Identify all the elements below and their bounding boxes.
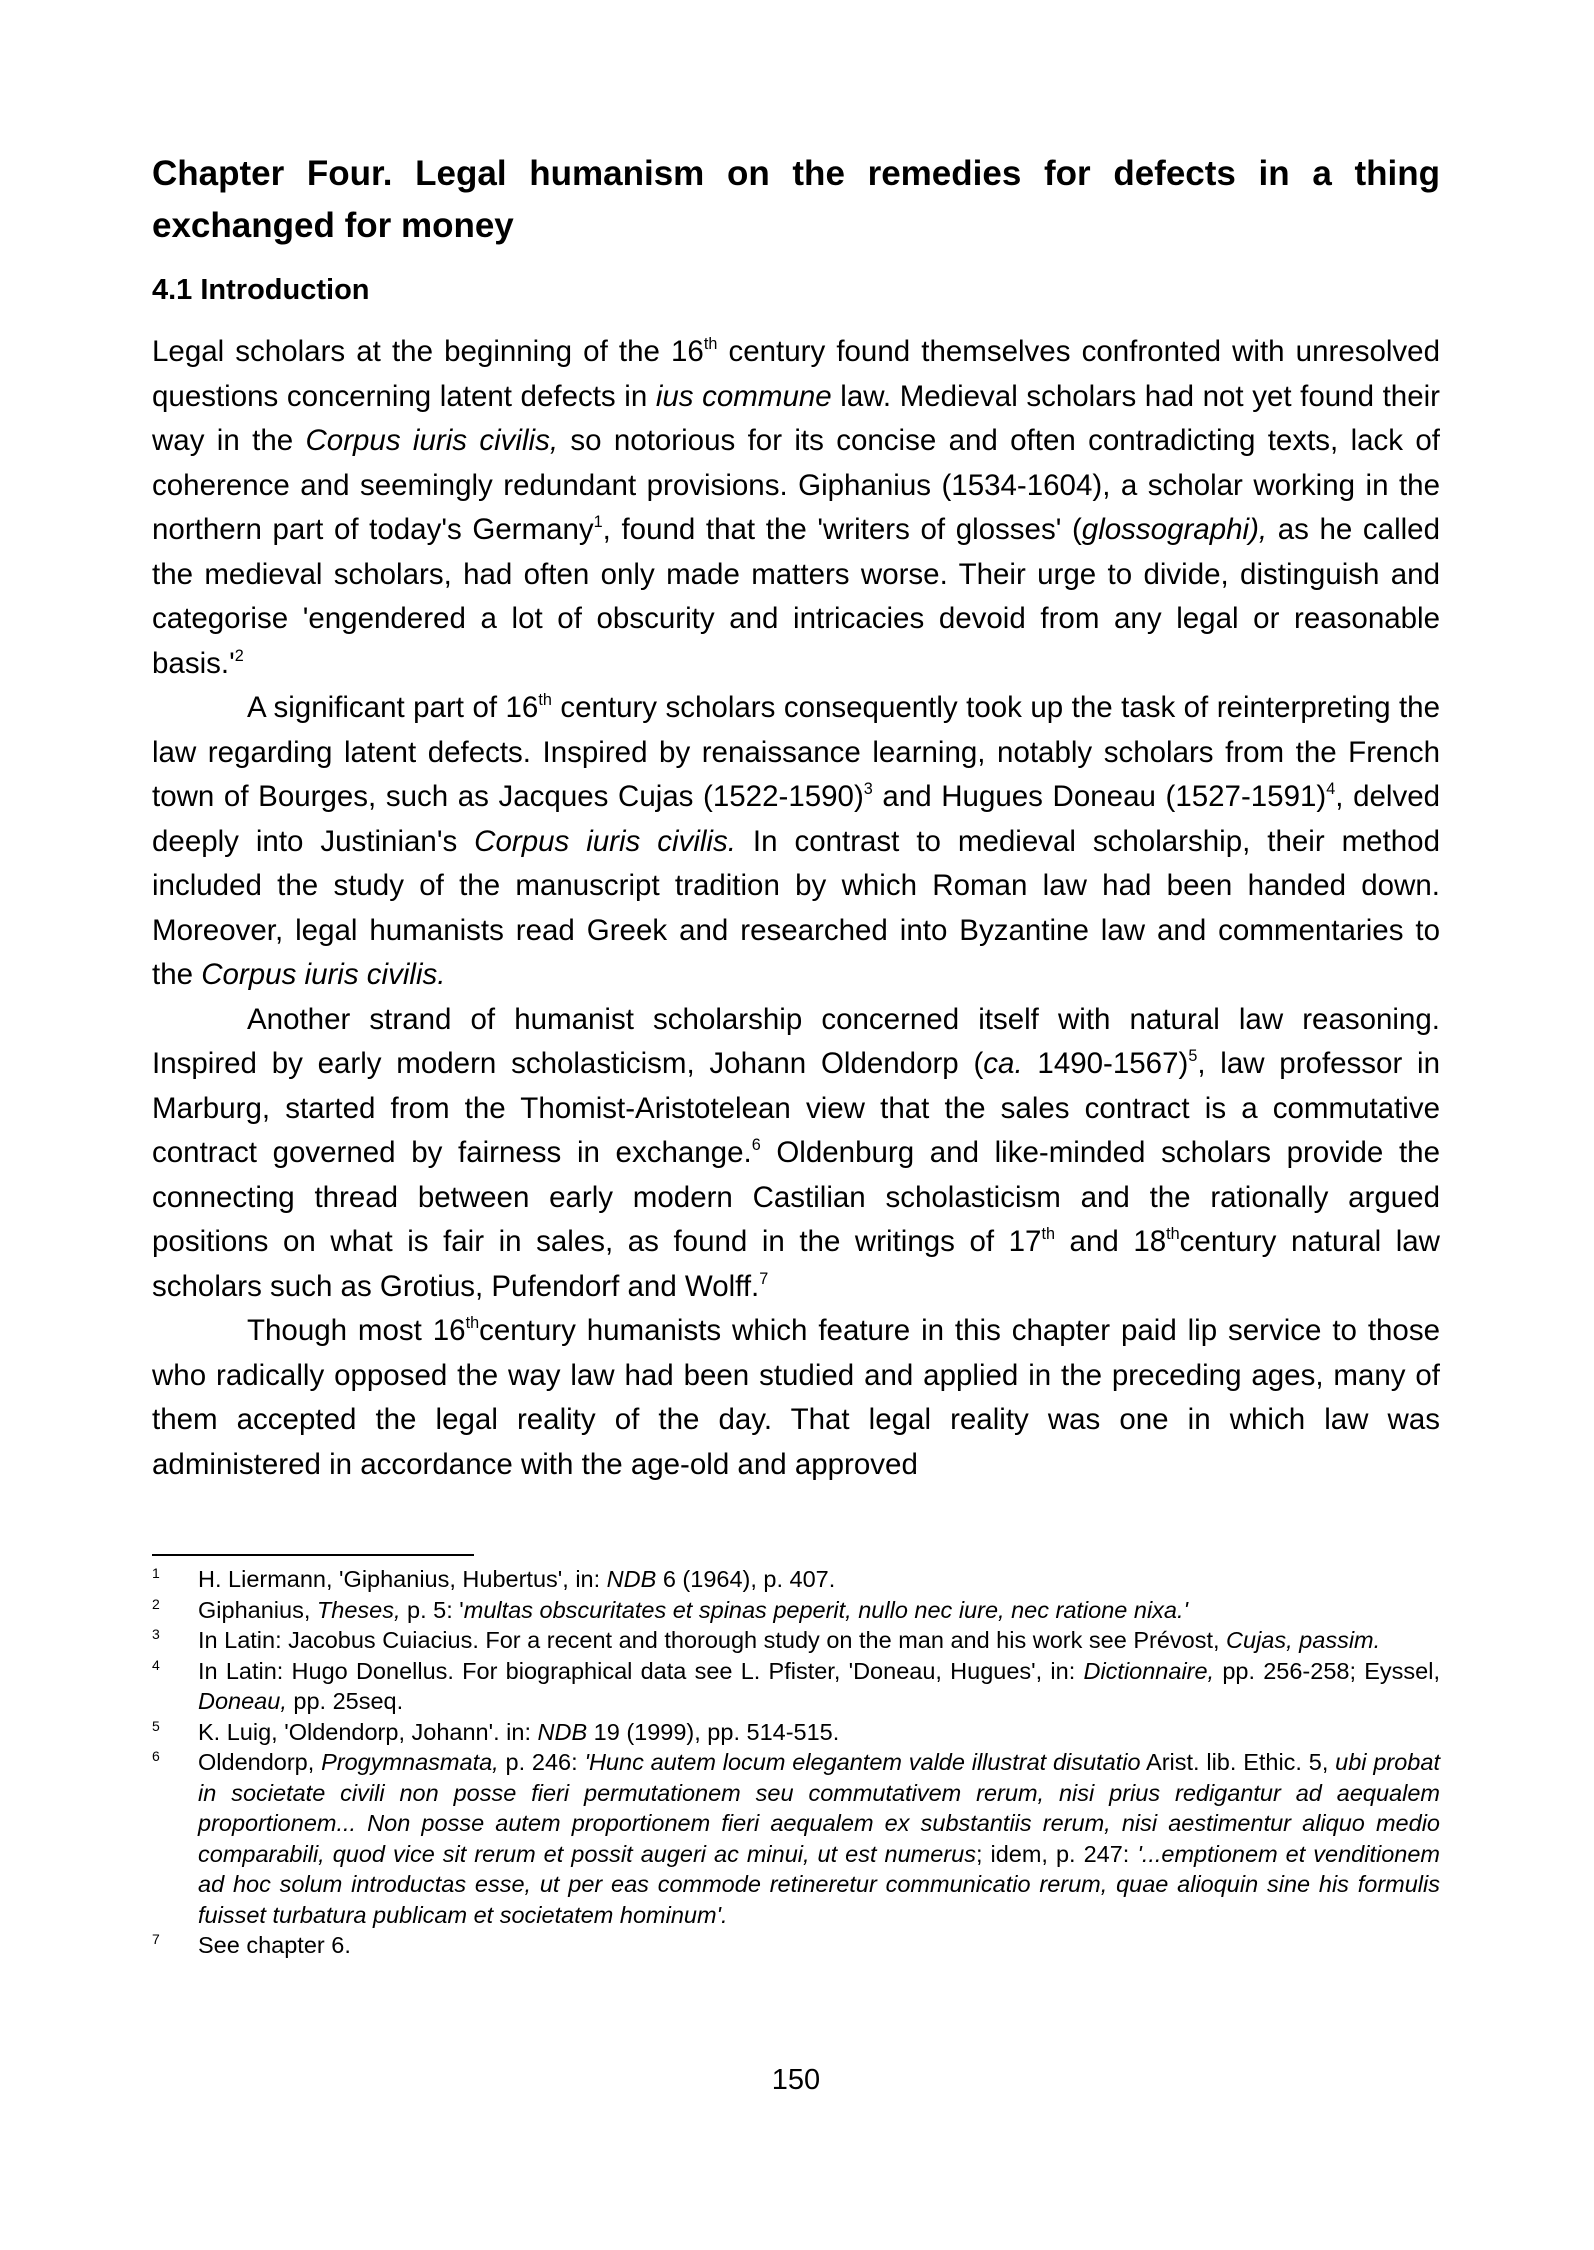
- text-run: century humanists which feature in this chapter paid lip service to those who radically opposed the way law had been studied and applied in the preceding ages, many of them accepted the legal reality of the day. That legal reality was one in which law was administered in accordance with the age-old and approved: [152, 1314, 1440, 1481]
- text-run: In contrast to medieval scholarship, their method included the study of the manuscript tradition by which Roman law had been handed down. Moreover, legal humanists read Greek and researched into Byzantine law and commentaries to the: [152, 824, 1440, 991]
- text-run: so notorious for its concise and often contradicting texts, lack of coherence and seemingly redundant provisions. Giphanius (1534-1604), a scholar working in the northern part of today's Germany: [152, 424, 1440, 546]
- page-number: 150: [771, 2064, 821, 2096]
- footnote-number: 2: [152, 1595, 160, 1612]
- footnotes: [152, 1564, 1440, 1961]
- text-run: Giphanius,: [198, 1596, 317, 1623]
- chapter-title: Chapter Four. Legal humanism on the remedies for defects in a thing exchanged for money: [152, 154, 1440, 245]
- paragraph: [152, 998, 1440, 1310]
- italic-text: 'Hunc autem locum elegantem valde illustrat disutatio: [584, 1749, 1141, 1775]
- text-run: A significant part of 16: [247, 691, 539, 724]
- footnote-number: 5: [152, 1717, 160, 1734]
- text-run: century scholars consequently took up the task of reinterpreting the law regarding latent defects. Inspired by renaissance learning, notably scholars from the French town of Bourges, such as Jacques Cujas (1522-1590): [152, 691, 1440, 813]
- italic-text: Corpus iuris civilis.: [474, 824, 736, 858]
- body-text: [152, 330, 1440, 1487]
- footnote-number: 6: [152, 1748, 160, 1764]
- text-run: See chapter 6.: [198, 1932, 351, 1958]
- paragraph: [152, 1309, 1440, 1487]
- footnote-reference: 2: [234, 646, 244, 665]
- text-run: pp. 256-258; Eyssel,: [1214, 1657, 1440, 1684]
- text-run: , law professor in Marburg, started from the Thomist-Aristotelean view that the sales contract is a commutative contract governed by fairness in exchange.: [152, 1047, 1440, 1169]
- italic-text: ius commune: [655, 379, 832, 413]
- italic-text: ubi probat in societate civili non posse fieri permutationem seu commutativem rerum, nisi prius redigantur ad aequalem proportionem... Non posse autem proportionem fieri aequalem ex substantiis rerum, nisi aestimentur aliquo medio comparabili, quod vice sit rerum et possit augeri ac minui, ut est numerus: [198, 1749, 1440, 1867]
- text-run: and 18: [1054, 1225, 1167, 1258]
- footnote-number: 7: [152, 1931, 160, 1947]
- text-run: law. Medieval scholars had not yet found their way in the: [152, 379, 1440, 457]
- italic-text: Doneau,: [198, 1688, 287, 1714]
- footnote: [152, 1564, 1440, 1595]
- text-run: Another strand of humanist scholarship concerned itself with natural law reasoning. Inspired by early modern scholasticism, Johann Oldendorp (: [152, 1002, 1440, 1080]
- text-run: Legal scholars at the beginning of the 16: [152, 335, 704, 368]
- text-run: Oldenburg and like-minded scholars provide the connecting thread between early modern Castilian scholasticism and the rationally argued positions on what is fair in sales, as found in the writings of 17: [152, 1136, 1440, 1258]
- footnote-reference: th: [1041, 1224, 1055, 1243]
- text-run: K. Luig, 'Oldendorp, Johann'. in:: [198, 1718, 538, 1745]
- text-run: , delved deeply into Justinian's: [152, 780, 1441, 858]
- footnote-reference: th: [1166, 1224, 1180, 1243]
- italic-text: NDB: [606, 1566, 657, 1592]
- footnote: [152, 1625, 1440, 1656]
- italic-text: NDB: [537, 1718, 588, 1745]
- footnote-divider: [152, 1554, 474, 1556]
- footnote-reference: th: [538, 690, 552, 709]
- footnote-reference: 6: [751, 1135, 761, 1154]
- section-heading: 4.1 Introduction: [152, 274, 370, 306]
- text-run: pp. 25seq.: [286, 1688, 404, 1714]
- text-run: In Latin: Jacobus Cuiacius. For a recent and thorough study on the man and his work see Prévost,: [198, 1627, 1227, 1653]
- italic-text: glossographi),: [1081, 513, 1268, 546]
- footnote-reference: 5: [1188, 1046, 1198, 1065]
- footnote: [152, 1747, 1440, 1930]
- italic-text: Dictionnaire,: [1083, 1657, 1215, 1684]
- italic-text: Cujas, passim.: [1226, 1627, 1381, 1653]
- paragraph: [152, 330, 1440, 686]
- text-run: 1490-1567): [1022, 1047, 1189, 1080]
- footnote-reference: th: [465, 1313, 480, 1332]
- text-run: Though most 16: [247, 1314, 466, 1347]
- italic-text: Progymnasmata,: [321, 1749, 499, 1775]
- footnote-reference: 3: [863, 779, 873, 798]
- paragraph: [152, 686, 1440, 998]
- text-run: Arist. lib. Ethic. 5,: [1140, 1749, 1336, 1775]
- footnote: [152, 1595, 1440, 1626]
- footnote-number: 1: [152, 1565, 160, 1581]
- text-run: century natural law scholars such as Grotius, Pufendorf and Wolff.: [152, 1225, 1440, 1303]
- italic-text: ca.: [983, 1047, 1023, 1080]
- footnote-number: 3: [152, 1626, 160, 1642]
- footnote: [152, 1930, 1440, 1961]
- text-run: century found themselves confronted with unresolved questions concerning latent defects in: [152, 335, 1440, 413]
- text-run: as he called the medieval scholars, had often only made matters worse. Their urge to divide, distinguish and categorise 'engendered a lot of obscurity and intricacies devoid from any legal or reasonable basis.': [152, 513, 1440, 680]
- text-run: In Latin: Hugo Donellus. For biographical data see L. Pfister, 'Doneau, Hugues', in:: [198, 1657, 1084, 1684]
- italic-text: Theses,: [316, 1596, 401, 1623]
- text-run: p. 246:: [498, 1749, 585, 1775]
- footnote: [152, 1656, 1440, 1717]
- text-run: 6 (1964), p. 407.: [656, 1566, 836, 1592]
- text-run: and Hugues Doneau (1527-1591): [872, 780, 1327, 813]
- text-run: 19 (1999), pp. 514-515.: [587, 1718, 840, 1745]
- footnote: [152, 1717, 1440, 1748]
- footnote-number: 4: [152, 1656, 160, 1673]
- text-run: p. 5: ': [400, 1596, 464, 1623]
- text-run: , found that the 'writers of glosses' (: [602, 513, 1082, 546]
- italic-text: multas obscuritates et spinas peperit, nullo nec iure, nec ratione nixa.': [463, 1596, 1189, 1623]
- text-run: Oldendorp,: [198, 1749, 322, 1775]
- text-run: ; idem, p. 247:: [975, 1840, 1138, 1867]
- footnote-reference: 4: [1326, 779, 1336, 798]
- italic-text: '...emptionem et venditionem ad hoc solum introductas esse, ut per eas commode retineretur communicatio rerum, quae alioquin sine his formulis fuisset turbatura publicam et societatem hominum'.: [198, 1840, 1440, 1928]
- footnote-reference: 7: [759, 1269, 769, 1288]
- footnote-reference: th: [703, 334, 718, 353]
- footnote-reference: 1: [593, 512, 603, 531]
- text-run: H. Liermann, 'Giphanius, Hubertus', in:: [198, 1566, 607, 1592]
- italic-text: Corpus iuris civilis.: [201, 958, 446, 991]
- italic-text: Corpus iuris civilis,: [305, 424, 559, 457]
